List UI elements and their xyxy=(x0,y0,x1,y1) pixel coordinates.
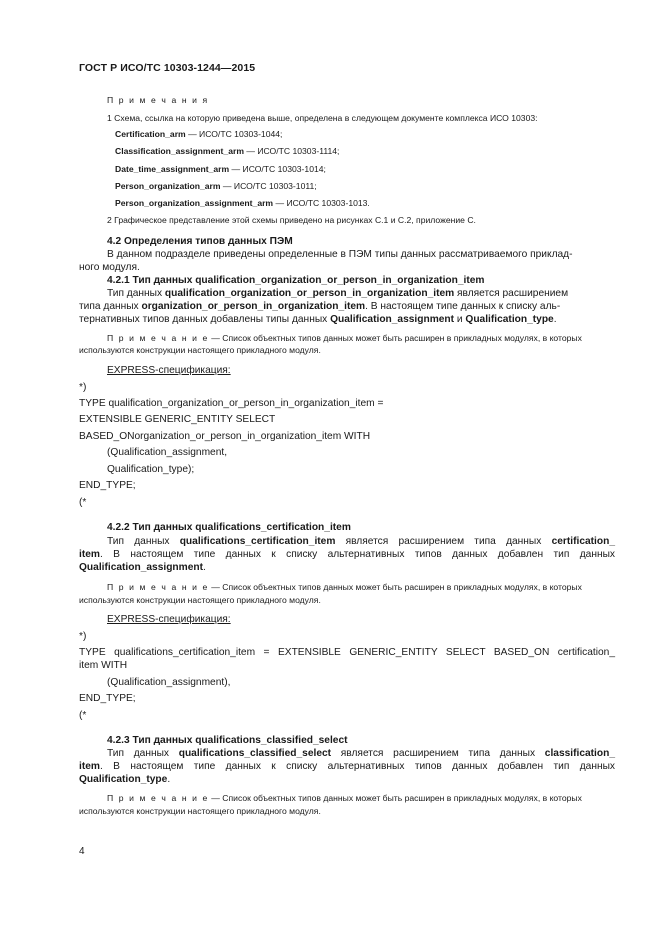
text-run: — Список объектных типов данных может быть расширен в прикладных модулях, в которых xyxy=(208,333,582,343)
note-label: П р и м е ч а н и е xyxy=(107,582,209,592)
section-4-2-3-para-line1 xyxy=(107,747,615,760)
text-run: тернативных типов данных добавлены типы данных xyxy=(79,314,331,325)
section-4-2-3-note-line2: используются конструкции настоящего прикладного модуля. xyxy=(79,806,321,816)
note-label: П р и м е ч а н и е xyxy=(107,793,209,803)
section-4-2-1-note-line1 xyxy=(107,332,582,344)
express-spec-label: EXPRESS-спецификация: xyxy=(107,614,231,625)
text-run: является расширением типа данных xyxy=(331,748,545,759)
section-4-2-1-para-line3 xyxy=(79,313,557,326)
code-line: *) xyxy=(79,382,87,393)
ref-doc: — ИСО/ТС 10303-1011; xyxy=(220,181,317,191)
section-4-2-2-para-line2 xyxy=(79,548,615,561)
section-4-2-1-note-line2: используются конструкции настоящего прикладного модуля. xyxy=(79,345,321,355)
section-4-2-3-para-line2 xyxy=(79,760,615,773)
code-line: item WITH xyxy=(79,660,128,671)
code-line: (* xyxy=(79,497,87,508)
ref-name: Person_organization_assignment_arm xyxy=(115,198,274,208)
text-run: . В настоящем типе данных к списку аль- xyxy=(365,301,561,312)
section-4-2-2-note-line2: используются конструкции настоящего прикладного модуля. xyxy=(79,595,321,605)
document-header-title: ГОСТ Р ИСО/ТС 10303-1244—2015 xyxy=(79,62,256,74)
ref-name: Classification_assignment_arm xyxy=(115,146,244,156)
ref-line xyxy=(115,163,326,175)
text-run: Тип данных xyxy=(107,536,180,547)
code-line: BASED_ONorganization_or_person_in_organization_item WITH xyxy=(79,431,371,442)
type-name: certification_ xyxy=(551,536,615,547)
section-4-2-1-title: 4.2.1 Тип данных qualification_organization_or_person_in_organization_item xyxy=(107,275,485,286)
text-run: . В настоящем типе данных к списку альтернативных типов данных добавлен тип данных xyxy=(99,761,615,772)
note-2-text: 2 Графическое представление этой схемы приведено на рисунках С.1 и С.2, приложение С. xyxy=(107,215,476,225)
type-name: item xyxy=(79,761,100,772)
ref-line xyxy=(115,180,317,192)
ref-name: Certification_arm xyxy=(115,129,186,139)
text-run: и xyxy=(454,314,466,325)
section-4-2-line2: ного модуля. xyxy=(79,262,140,273)
ref-doc: — ИСО/ТС 10303-1013. xyxy=(273,198,370,208)
code-line: Qualification_type); xyxy=(107,464,195,475)
ref-doc: — ИСО/ТС 10303-1114; xyxy=(243,146,340,156)
section-4-2-line1: В данном подразделе приведены определенные в ПЭМ типы данных рассматриваемого приклад- xyxy=(107,249,573,260)
type-name: qualifications_classified_select xyxy=(178,748,332,759)
ref-name: Person_organization_arm xyxy=(115,181,221,191)
code-line: TYPE qualifications_certification_item = EXTENSIBLE GENERIC_ENTITY SELECT BASED_ON certification_ xyxy=(79,647,615,658)
ref-doc: — ИСО/ТС 10303-1014; xyxy=(229,164,326,174)
code-line: TYPE qualification_organization_or_person_in_organization_item = xyxy=(79,398,384,409)
section-4-2-3-title: 4.2.3 Тип данных qualifications_classified_select xyxy=(107,735,348,746)
note-1-text: 1 Схема, ссылка на которую приведена выше, определена в следующем документе комплекса ИСО 10303: xyxy=(107,113,538,123)
type-name: Qualification_assignment xyxy=(79,562,203,573)
text-run: . В настоящем типе данных к списку альтернативных типов данных добавлен тип данных xyxy=(99,549,615,560)
text-run: — Список объектных типов данных может быть расширен в прикладных модулях, в которых xyxy=(208,793,582,803)
text-run: Тип данных xyxy=(107,288,165,299)
text-run: является расширением xyxy=(454,288,569,299)
code-line: END_TYPE; xyxy=(79,693,136,704)
ref-line xyxy=(115,128,282,140)
ref-line xyxy=(115,145,339,157)
section-4-2-title: 4.2 Определения типов данных ПЭМ xyxy=(107,236,293,247)
code-line: (Qualification_assignment, xyxy=(107,447,228,458)
notes-heading: П р и м е ч а н и я xyxy=(107,95,209,105)
ref-name: Date_time_assignment_arm xyxy=(115,164,230,174)
type-name: Qualification_type xyxy=(465,314,554,325)
code-line: END_TYPE; xyxy=(79,480,136,491)
note-label: П р и м е ч а н и е xyxy=(107,333,209,343)
text-run: . xyxy=(202,562,206,573)
section-4-2-2-para-line1 xyxy=(107,535,615,548)
type-name: classification_ xyxy=(544,748,615,759)
text-run: . xyxy=(167,774,171,785)
code-line: EXTENSIBLE GENERIC_ENTITY SELECT xyxy=(79,414,276,425)
type-name: organization_or_person_in_organization_item xyxy=(141,301,366,312)
text-run: — Список объектных типов данных может быть расширен в прикладных модулях, в которых xyxy=(208,582,582,592)
type-name: qualifications_certification_item xyxy=(179,536,336,547)
ref-line xyxy=(115,197,370,209)
page-number: 4 xyxy=(79,846,85,857)
code-line: *) xyxy=(79,631,87,642)
section-4-2-3-para-line3 xyxy=(79,773,170,786)
type-name: Qualification_assignment xyxy=(330,314,455,325)
code-line: (* xyxy=(79,710,87,721)
section-4-2-2-title: 4.2.2 Тип данных qualifications_certification_item xyxy=(107,522,351,533)
express-spec-label: EXPRESS-спецификация: xyxy=(107,365,231,376)
section-4-2-1-para-line1 xyxy=(107,287,568,300)
section-4-2-2-note-line1 xyxy=(107,581,582,593)
type-name: Qualification_type xyxy=(79,774,168,785)
text-run: . xyxy=(553,314,557,325)
section-4-2-2-para-line3 xyxy=(79,561,206,574)
type-name: qualification_organization_or_person_in_organization_item xyxy=(164,288,455,299)
text-run: типа данных xyxy=(79,301,142,312)
ref-doc: — ИСО/ТС 10303-1044; xyxy=(185,129,283,139)
text-run: является расширением типа данных xyxy=(335,536,552,547)
code-line: (Qualification_assignment), xyxy=(107,677,231,688)
section-4-2-1-para-line2 xyxy=(79,300,560,313)
type-name: item xyxy=(79,549,100,560)
text-run: Тип данных xyxy=(107,748,179,759)
section-4-2-3-note-line1 xyxy=(107,792,582,804)
